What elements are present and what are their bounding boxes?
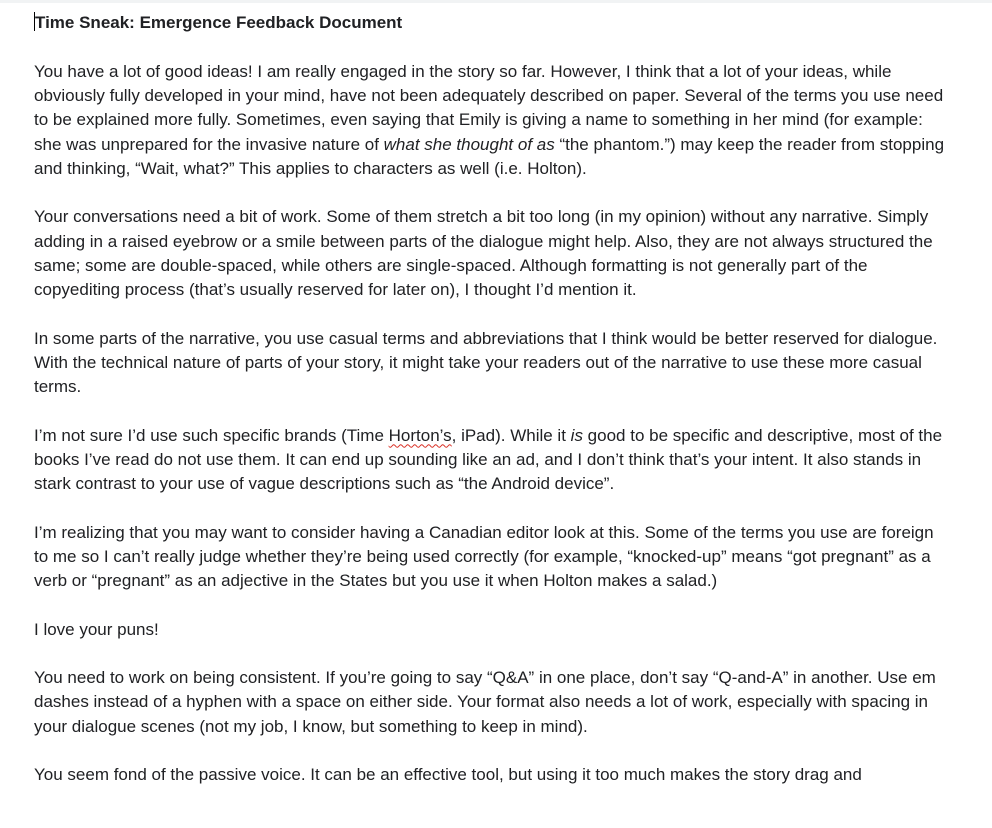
document-title[interactable]: [34, 11, 946, 35]
paragraph-1-text-a: You have a lot of good ideas! I am really engaged in the story so far. However, I think that a lot of your ideas, while obviously fully developed in your mind, have not been adequately described on paper. Several of the terms you use need to be explained more fully. Sometimes, even saying that Emily is giving a name to something in her mind (for example: she was unprepared for the invasive nature of: [34, 62, 944, 154]
paragraph-6[interactable]: I love your puns!: [34, 619, 159, 639]
paragraph-7[interactable]: You need to work on being consistent. If you’re going to say “Q&A” in one place, don’t say “Q-and-A” in another. Use em dashes instead of a hyphen with a space on either side. Your format also needs a lot of work, especially with spacing in your dialogue scenes (not my job, I know, but something to keep in mind).: [34, 668, 936, 736]
paragraph-1-italic: what she thought of as: [383, 134, 555, 154]
toolbar-edge: [0, 0, 992, 3]
paragraph-3[interactable]: In some parts of the narrative, you use casual terms and abbreviations that I think would be better reserved for dialogue. With the technical nature of parts of your story, it might take your readers out of the narrative to use these more casual terms.: [34, 328, 938, 397]
paragraph-2[interactable]: Your conversations need a bit of work. Some of them stretch a bit too long (in my opinion) without any narrative. Simply adding in a raised eyebrow or a smile between parts of the dialogue might help. Also, they are not always structured the same; some are double-spaced, while others are single-spaced. Although formatting is not generally part of the copyediting process (that’s usually reserved for later on), I thought I’d mention it.: [34, 207, 933, 300]
paragraph-8[interactable]: You seem fond of the passive voice. It can be an effective tool, but using it too much makes the story drag and: [34, 765, 862, 785]
paragraph-5[interactable]: I’m realizing that you may want to consider having a Canadian editor look at this. Some of the terms you use are foreign to me so I can’t really judge whether they’re being used correctly (for example, “knocked-up” means “got pregnant” as a verb or “pregnant” as an adjective in the States but you use it when Holton makes a salad.): [34, 522, 934, 591]
paragraph-1[interactable]: [34, 60, 946, 181]
paragraph-1-text-b: “the phantom.”) may keep the reader from stopping and thinking, “Wait, what?” This applies to characters as well (i.e. Holton).: [34, 134, 945, 178]
paragraph-4-text-c: good to be specific and descriptive, most of the books I’ve read do not use them. It can end up sounding like an ad, and I don’t think that’s your intent. It also stands in stark contrast to your use of vague descriptions such as “the Android device”.: [34, 425, 943, 494]
paragraph-4-text-b: , iPad). While it: [451, 425, 571, 445]
misspelled-word[interactable]: Horton’s: [388, 425, 452, 445]
paragraph-4-italic: is: [570, 425, 583, 445]
paragraph-4[interactable]: [34, 424, 946, 497]
paragraph-4-text-a: I’m not sure I’d use such specific brands (Time: [34, 425, 389, 445]
document-title-text: Time Sneak: Emergence Feedback Document: [35, 13, 403, 32]
document-page[interactable]: [34, 11, 946, 812]
